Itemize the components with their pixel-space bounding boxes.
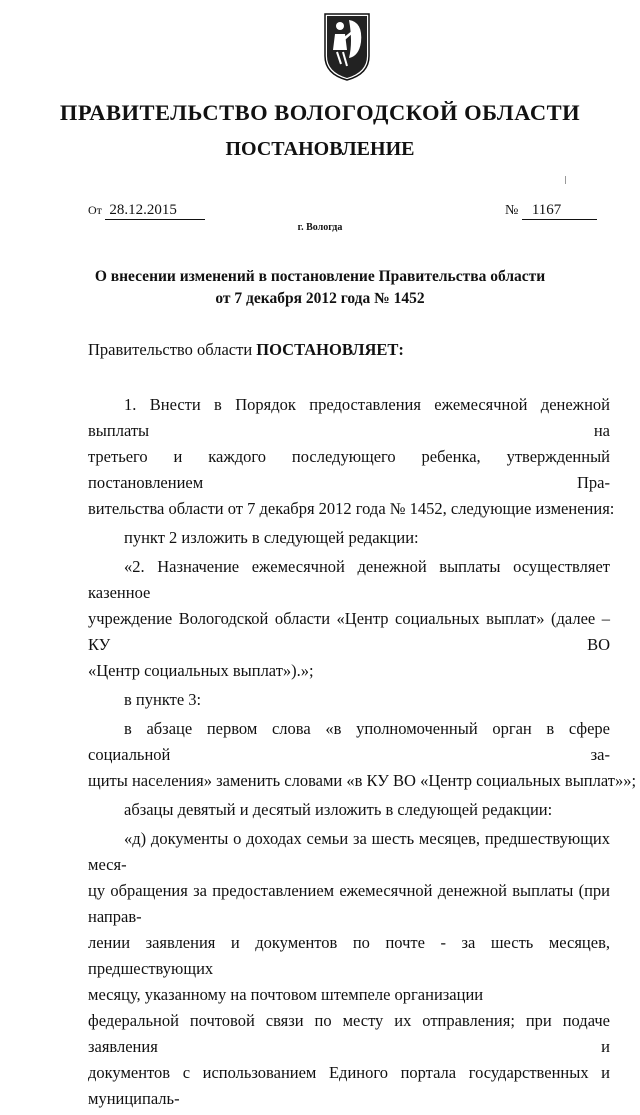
- vologda-coat-of-arms-icon: [323, 12, 371, 82]
- paragraph-line: федеральной почтовой связи по месту их отправления; при подаче заявления и: [88, 1011, 610, 1056]
- paragraph-line: 1. Внести в Порядок предоставления ежемесячной денежной выплаты на: [88, 395, 610, 440]
- paragraph-1: [88, 392, 615, 522]
- paragraph-line: третьего и каждого последующего ребенка, утвержденный постановлением Пра-: [88, 447, 610, 492]
- paragraph-7: [88, 826, 610, 1112]
- preamble-text: Правительство области: [88, 340, 253, 359]
- paragraph-line: документов с использованием Единого портала государственных и муниципаль-: [88, 1063, 610, 1108]
- government-title: ПРАВИТЕЛЬСТВО ВОЛОГОДСКОЙ ОБЛАСТИ: [59, 100, 581, 125]
- preamble-bold: ПОСТАНОВЛЯЕТ:: [256, 340, 404, 359]
- paragraph-line: «2. Назначение ежемесячной денежной выплаты осуществляет казенное: [88, 557, 610, 602]
- paragraph-3: [88, 554, 610, 684]
- paragraph-line: месяцу, указанному на почтовом штемпеле организации: [88, 985, 484, 1004]
- paragraph-line: цу обращения за предоставлением ежемесячной денежной выплаты (при направ-: [88, 881, 610, 926]
- paragraph-line: в абзаце первом слова «в уполномоченный орган в сфере социальной за-: [88, 719, 610, 764]
- paragraph-2: пункт 2 изложить в следующей редакции:: [124, 528, 419, 547]
- document-number: [505, 202, 597, 220]
- paragraph-line: учреждение Вологодской области «Центр социальных выплат» (далее – КУ ВО: [88, 609, 610, 654]
- number-prefix: №: [505, 203, 519, 218]
- document-body: [88, 392, 637, 1115]
- paragraph-5: [88, 716, 637, 794]
- scan-mark: [565, 176, 566, 184]
- number-value: 1167: [522, 202, 597, 220]
- city-label: г. Вологда: [297, 222, 343, 233]
- paragraph-6: абзацы девятый и десятый изложить в следующей редакции:: [124, 800, 553, 819]
- document-subject: [60, 266, 580, 310]
- paragraph-4: в пункте 3:: [124, 690, 202, 709]
- paragraph-line: лении заявления и документов по почте - за шесть месяцев, предшествующих: [88, 933, 610, 978]
- paragraph-line: «д) документы о доходах семьи за шесть месяцев, предшествующих меся-: [88, 829, 610, 874]
- document-date: [88, 202, 205, 220]
- paragraph-line: щиты населения» заменить словами «в КУ ВО «Центр социальных выплат»»;: [88, 771, 637, 790]
- date-prefix: От: [88, 203, 102, 217]
- subject-line-1: О внесении изменений в постановление Правительства области: [94, 268, 546, 285]
- paragraph-line: вительства области от 7 декабря 2012 года № 1452, следующие изменения:: [88, 499, 615, 518]
- subject-line-2: от 7 декабря 2012 года № 1452: [215, 290, 425, 307]
- document-type-title: ПОСТАНОВЛЕНИЕ: [225, 138, 415, 160]
- date-value: 28.12.2015: [105, 202, 205, 220]
- preamble: [88, 340, 404, 360]
- paragraph-line: «Центр социальных выплат»).»;: [88, 661, 314, 680]
